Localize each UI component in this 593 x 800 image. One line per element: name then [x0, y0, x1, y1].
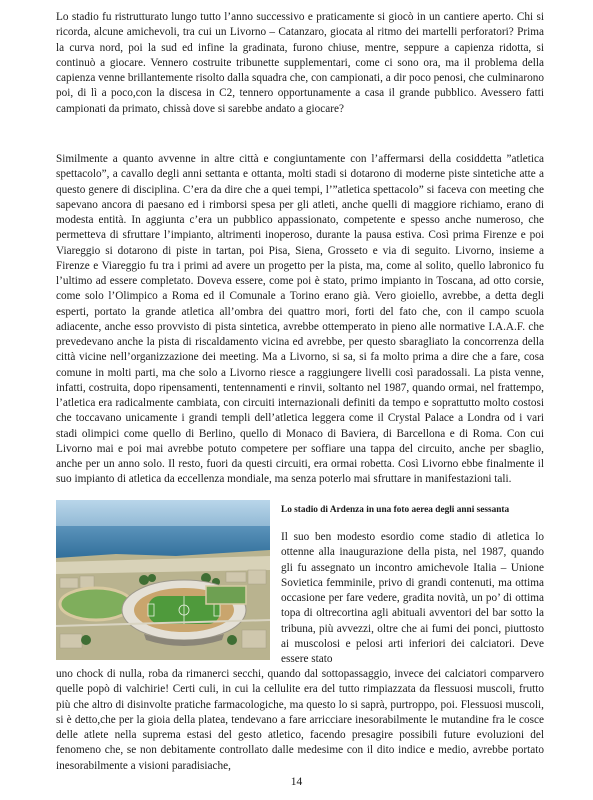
paragraph-stadium-renovation: Lo stadio fu ristrutturato lungo tutto l’anno successivo e praticamente si giocò in un cantiere aperto. Chi si ricorda, alcune amichevoli, tra cui un Livorno – Catanzaro, giocata al ritmo dei martelli perforatori? Prima la curva nord, poi la sud ed infine la gradinata, furono chiuse, mentre, seppure a capienza ridotta, si continuò a giocare. Vennero costruite tribunette supplementari, come ci sono ora, ma il problema della capienza venne brillantemente risolto dalla squadra che, con campionati, a dir poco penosi, che culminarono poi, di lì a poco,con la discesa in C2, tennero opportunamente a casa il grande pubblico. Avessero fatti campionati da primato, chissà dove si sarebbe andato a giocare? [56, 11, 544, 115]
paragraph-first-meeting: Il suo ben modesto esordio come stadio di atletica lo ottenne alla inaugurazione della pista, nel 1987, quando gli fu assegnato un incontro amichevole Italia – Unione Sovietica femminile, privo di grandi contenuti, ma ottima occasione per fare vedere, gradita novità, un po’ di ottima topa di oltrecortina agli abituali avventori del bar sotto la tribuna, più avvezzi, oltre che ai fumi dei ponci, piuttosto ai muscolosi e pelosi arti inferiori dei calciatori. Deve essere stato [281, 531, 544, 665]
paragraph-athletics-track: Similmente a quanto avvenne in altre città e congiuntamente con l’affermarsi della cosiddetta ”atletica spettacolo”, a cavallo degli anni settanta e ottanta, molti stadi si dotarono di moderne piste sintetiche atte a questo genere di disciplina. C’era da dire che a quei tempi, l’”atletica spettacolo” si faceva con meeting che sapevano ancora di paesano ed i rimborsi spesa per gli atleti, anche quelli di maggiore richiamo, erano di modesta entità. In aggiunta c’era un pubblico appassionato, competente e spesso anche numeroso, che permetteva di sfruttare l’impianto, altrimenti inoperoso, durante la pausa estiva. Così prima Firenze e poi Viareggio si dotarono di piste in tartan, poi Pisa, Siena, Grosseto e via di seguito. Livorno, insieme a Firenze e Viareggio fu tra i primi ad avere un progetto per la pista, ma, come al solito, quello labronico fu l’ultimo ad essere completato. Doveva essere, come poi è stato, primo impianto in Toscana, ad otto corsie, come solo l’Olimpico a Roma ed il Comunale a Torino erano già. Vero gioiello, avrebbe, a detta degli esperti, portato la grande atletica all’ombra dei quattro mori, forti del fato che, con il campo scuola adiacente, anche esso provvisto di pista sintetica, avrebbe ottemperato in pieno alle normative I.A.A.F. che prevedevano anche la pista di riscaldamento vicina ed avrebbe, per questo sbaragliato la concorrenza della città vicine nell’organizzazione dei meeting. Ma a Livorno, si sa, si fa molto prima a dire che a fare, cosa comune in molti parti, ma che solo a Livorno riesce a raggiungere livelli così paradossali. La pista venne, infatti, costruita, dopo ripensamenti, tentennamenti e rinvii, soltanto nel 1987, quando ormai, nel frattempo, l’atletica era radicalmente cambiata, con circuiti internazionali definiti da tempo e soprattutto molto costosi che toccavano unicamente i grandi templi dell’atletica leggera come il Crystal Palace a Londra od i vari stadi olimpici come quello di Berlino, quello di Monaco di Baviera, di Barcellona e di Roma. Con cui Livorno mai e poi mai avrebbe potuto competere per soffiare una tappa del circuito, anche per sbaglio, anche per un anno solo. Il resto, fuori da questi circuiti, era ormai robetta. Così Livorno ebbe finalmente il suo impianto di atletica da eccellenza mondiale, ma senza poterlo mai sfruttare in manifestazioni tali. [56, 153, 544, 486]
page-number: 14 [290, 776, 303, 788]
paragraph-valkyries: uno chock di nulla, roba da rimanerci secchi, quando dal sottopassaggio, invece dei calciatori comparvero quelle popò di valchirie! Certi culi, in cui la cellulite era del tutto rimpiazzata da flessuosi muscoli, frutto più che altro di disinvolte pratiche farmacologiche, ma questo lo si saprà, purtroppo, poi. Flessuosi muscoli, si è detto,che per la gioia della platea, tendevano a fare arricciare inesorabilmente le mutandine fra le cosce delle atlete nella suprema estasi del gesto atletico, facendo presagire possibili future evoluzioni del fenomeno che, se non debitamente controllato dalle medesime con il dito indice e medio, avrebbe portato inesorabilmente a visioni paradisiache, [56, 668, 544, 772]
figure-caption: Lo stadio di Ardenza in una foto aerea degli anni sessanta [281, 505, 510, 515]
aerial-stadium-photo [56, 500, 270, 660]
